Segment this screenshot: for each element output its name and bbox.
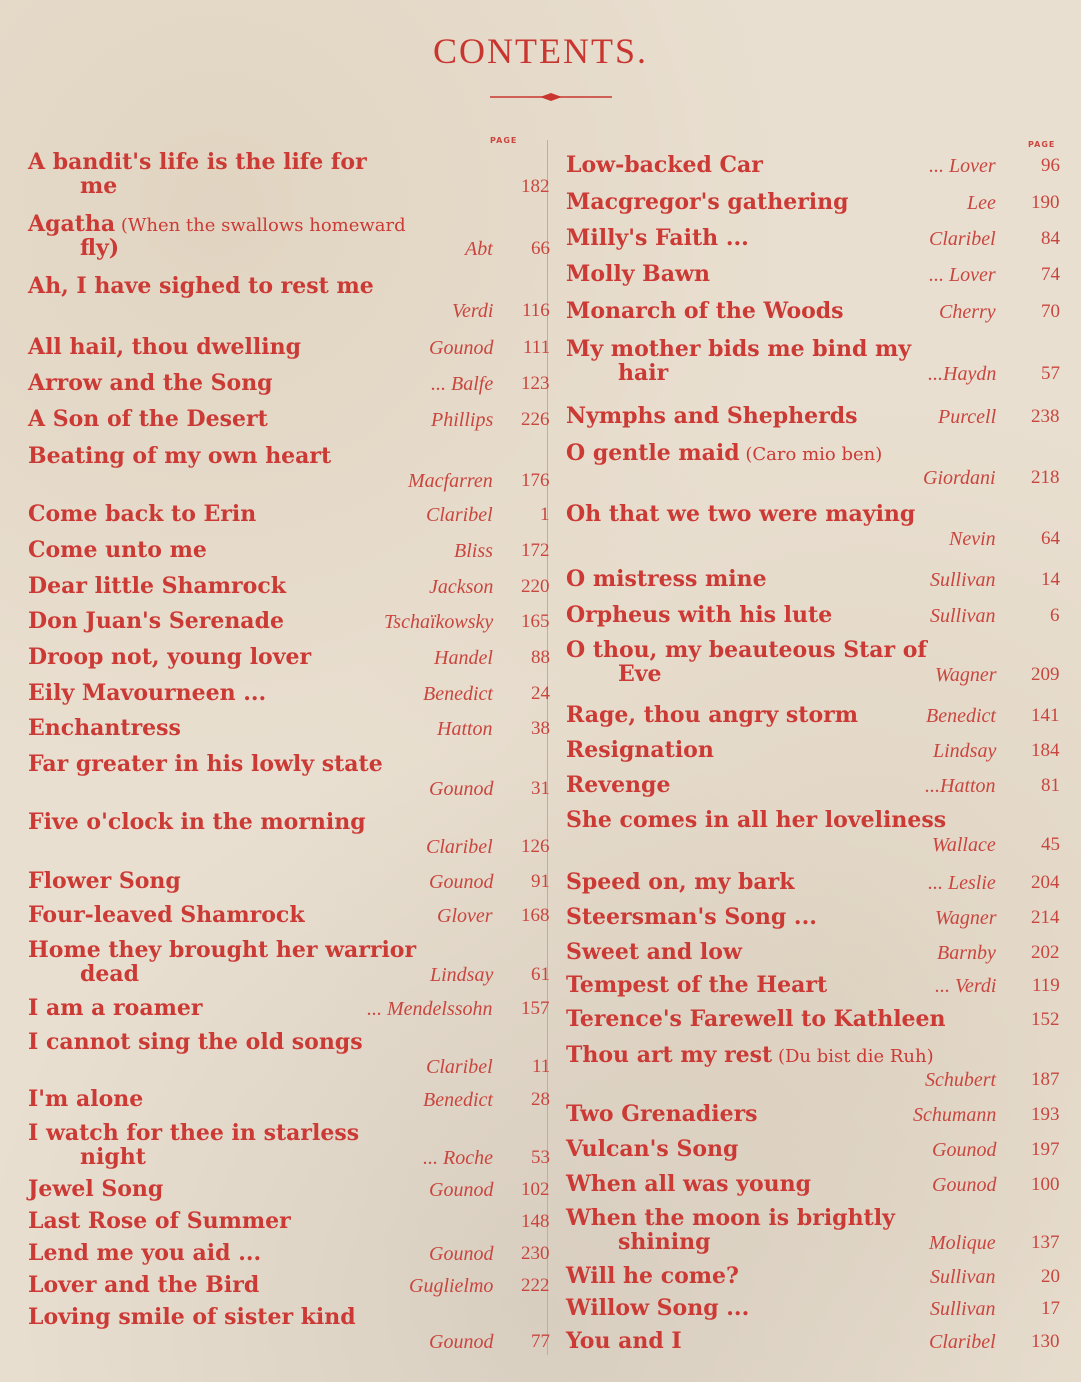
right-entry <box>566 1006 1060 1032</box>
left-entry <box>28 1029 551 1078</box>
composer-name: Claribel <box>426 1056 493 1078</box>
composer-name: Abt <box>465 238 493 260</box>
composer-name: Claribel <box>929 1331 996 1353</box>
composer-name: Verdi <box>452 300 494 322</box>
song-title-text: Come back to Erin <box>28 501 257 527</box>
composer-name: Hatton <box>437 718 493 740</box>
composer-name: Sullivan <box>930 605 996 627</box>
page-number: 141 <box>1031 705 1060 726</box>
right-entry <box>566 298 1060 324</box>
right-entry <box>566 1328 1060 1354</box>
right-entry <box>566 336 1060 386</box>
song-title <box>28 996 202 1020</box>
page-number: 45 <box>1041 834 1060 855</box>
song-title-continued: night <box>80 1144 146 1170</box>
composer-name: Molique <box>929 1232 996 1254</box>
composer-name: Gounod <box>429 1243 494 1265</box>
song-title <box>28 371 273 395</box>
page-number: 38 <box>531 718 550 739</box>
left-entry <box>28 1304 550 1353</box>
song-subtitle: (When the swallows homeward <box>115 215 406 236</box>
right-entry <box>566 737 1060 763</box>
song-title-text: Ah, I have sighed to rest me <box>28 273 374 299</box>
page-number: 70 <box>1041 301 1060 322</box>
left-entry <box>28 1208 550 1234</box>
song-title-text: Dear little Shamrock <box>28 573 286 599</box>
composer-name: Purcell <box>938 406 997 428</box>
song-title-continued: hair <box>618 360 669 386</box>
page-number: 172 <box>521 540 550 561</box>
page-column-header-right: PAGE <box>1028 140 1056 149</box>
song-title-text: O mistress mine <box>566 566 767 592</box>
song-title <box>28 444 331 468</box>
composer-name: ...Hatton <box>925 775 996 797</box>
composer-name: Claribel <box>426 504 493 526</box>
composer-name: ... Lover <box>929 264 996 286</box>
right-entry <box>566 189 1060 215</box>
song-title-text: Lover and the Bird <box>28 1272 260 1298</box>
song-title-text: Agatha <box>28 211 116 237</box>
song-title <box>566 1137 738 1161</box>
composer-name: Benedict <box>423 1089 493 1111</box>
song-title <box>566 808 946 832</box>
song-title-text: Resignation <box>566 737 714 763</box>
composer-name: Nevin <box>949 528 996 550</box>
composer-name: ... Lover <box>929 155 996 177</box>
right-entry <box>566 152 1060 178</box>
song-title <box>566 190 849 214</box>
left-entry <box>28 501 550 527</box>
right-entry <box>566 1101 1060 1127</box>
song-title-text: When the moon is brightly <box>566 1205 895 1231</box>
right-entry <box>566 869 1060 895</box>
song-title-text: Arrow and the Song <box>28 370 273 396</box>
right-entry <box>566 972 1060 998</box>
song-title <box>28 645 311 669</box>
page-number: 28 <box>531 1089 550 1110</box>
song-title-text: Jewel Song <box>28 1176 164 1202</box>
page-number: 187 <box>1031 1069 1060 1090</box>
song-title-text: Enchantress <box>28 715 181 741</box>
song-title <box>566 337 911 361</box>
page-number: 31 <box>531 778 550 799</box>
song-title-text: Vulcan's Song <box>566 1136 739 1162</box>
song-title-text: I am a roamer <box>28 995 203 1021</box>
page-number: 176 <box>521 470 550 491</box>
song-title-text: Flower Song <box>28 868 181 894</box>
composer-name: Lindsay <box>430 964 494 986</box>
song-title <box>566 973 827 997</box>
song-title-text: I watch for thee in starless <box>28 1120 360 1146</box>
song-title-text: Tempest of the Heart <box>566 972 828 998</box>
composer-name: Gounod <box>429 1179 494 1201</box>
right-entry <box>566 1295 1060 1321</box>
left-entry <box>28 406 550 432</box>
page-number: 193 <box>1031 1104 1060 1125</box>
composer-name: Gounod <box>932 1174 997 1196</box>
song-title-text: Will he come? <box>566 1263 739 1289</box>
song-title <box>566 1264 739 1288</box>
song-title <box>566 226 749 250</box>
song-title <box>28 538 207 562</box>
composer-name: Lindsay <box>933 740 997 762</box>
page-number: 1 <box>540 504 550 525</box>
page-number: 24 <box>531 683 550 704</box>
song-title-text: Four-leaved Shamrock <box>28 902 305 928</box>
song-title <box>566 603 832 627</box>
song-title <box>566 638 927 662</box>
left-entry <box>28 868 550 894</box>
song-title <box>28 150 367 174</box>
page-number: 91 <box>531 871 550 892</box>
song-title-text: I'm alone <box>28 1086 144 1112</box>
right-entry <box>566 807 1060 856</box>
composer-name: Wagner <box>935 664 997 686</box>
composer-name: Benedict <box>926 705 996 727</box>
left-entry <box>28 608 550 634</box>
composer-name: Handel <box>434 647 493 669</box>
song-title <box>566 703 858 727</box>
page-number: 197 <box>1031 1139 1060 1160</box>
right-entry <box>566 702 1060 728</box>
song-title <box>28 1209 291 1233</box>
song-title-text: Sweet and low <box>566 939 742 965</box>
page-number: 102 <box>521 1179 550 1200</box>
song-title-text: Loving smile of sister kind <box>28 1304 356 1330</box>
song-title <box>28 274 374 298</box>
song-title-continued: fly) <box>80 235 120 261</box>
song-title-text: Milly's Faith ... <box>566 225 749 251</box>
page-number: 220 <box>521 576 550 597</box>
song-title-text: Willow Song ... <box>566 1295 750 1321</box>
left-entry <box>28 715 550 741</box>
right-entry <box>566 403 1060 429</box>
song-title <box>28 938 416 962</box>
right-entry <box>566 225 1060 251</box>
song-title <box>28 716 181 740</box>
song-title-text: Home they brought her warrior <box>28 937 417 963</box>
song-title-text: Far greater in his lowly state <box>28 751 383 777</box>
composer-name: Barnby <box>937 942 996 964</box>
left-entry <box>28 1272 550 1298</box>
song-title <box>566 567 767 591</box>
page-number: 66 <box>531 238 550 259</box>
right-entry <box>566 501 1060 550</box>
composer-name: Gounod <box>429 778 494 800</box>
composer-name: Macfarren <box>408 470 493 492</box>
song-title <box>28 1305 356 1329</box>
song-title-text: A Son of the Desert <box>28 406 268 432</box>
right-entry <box>566 1042 1060 1091</box>
song-title-text: I cannot sing the old songs <box>28 1029 363 1055</box>
song-title-continued: shining <box>618 1229 711 1255</box>
song-title-text: Terence's Farewell to Kathleen <box>566 1006 946 1032</box>
left-entry <box>28 680 550 706</box>
right-entry <box>566 1136 1060 1162</box>
song-title <box>28 407 268 431</box>
song-title <box>566 502 915 526</box>
song-title <box>566 905 817 929</box>
right-entry <box>566 1205 1060 1255</box>
composer-name: ... Mendelssohn <box>367 998 493 1020</box>
page-number: 226 <box>521 409 550 430</box>
page-number: 165 <box>521 611 550 632</box>
page-number: 61 <box>531 964 550 985</box>
left-entry <box>28 1176 550 1202</box>
page-number: 100 <box>1031 1174 1060 1195</box>
page-title: CONTENTS. <box>433 31 648 71</box>
song-title-text: Revenge <box>566 772 671 798</box>
page-number: 222 <box>521 1275 550 1296</box>
composer-name: Claribel <box>929 228 996 250</box>
page-number: 84 <box>1041 228 1060 249</box>
right-entry <box>566 1263 1060 1289</box>
page-number: 116 <box>522 300 550 321</box>
page-number: 204 <box>1031 872 1060 893</box>
page-number: 6 <box>1050 605 1060 626</box>
right-entry <box>566 261 1060 287</box>
song-title <box>28 1273 259 1297</box>
page-number: 111 <box>523 337 551 358</box>
page-number: 230 <box>521 1243 550 1264</box>
right-entry <box>566 602 1060 628</box>
song-subtitle: (Caro mio ben) <box>739 444 883 465</box>
page-number: 148 <box>521 1211 550 1232</box>
left-entry <box>28 751 550 800</box>
song-title-text: Rage, thou angry storm <box>566 702 858 728</box>
page-number: 184 <box>1031 740 1060 761</box>
page-number: 190 <box>1031 192 1060 213</box>
right-entry <box>566 904 1060 930</box>
song-title <box>566 1206 895 1230</box>
song-title-text: Steersman's Song ... <box>566 904 817 930</box>
page-number: 53 <box>531 1147 550 1168</box>
right-entry <box>566 440 1060 489</box>
composer-name: ...Haydn <box>928 363 997 385</box>
composer-name: Guglielmo <box>409 1275 494 1297</box>
left-entry <box>28 211 550 261</box>
song-title-continued: dead <box>80 961 140 987</box>
left-entry <box>28 273 550 322</box>
composer-name: Cherry <box>939 301 996 323</box>
left-entry <box>28 937 550 987</box>
song-title <box>566 1172 811 1196</box>
song-title-continued: Eve <box>618 661 662 687</box>
song-title-text: Nymphs and Shepherds <box>566 403 858 429</box>
composer-name: ... Balfe <box>431 373 494 395</box>
song-title-text: Lend me you aid ... <box>28 1240 262 1266</box>
page-number: 81 <box>1041 775 1060 796</box>
song-title-text: Orpheus with his lute <box>566 602 833 628</box>
page-number: 137 <box>1031 1232 1060 1253</box>
left-entry <box>28 1086 550 1112</box>
column-divider <box>547 140 548 1355</box>
song-subtitle: (Du bist die Ruh) <box>772 1046 934 1067</box>
left-entry <box>28 443 550 492</box>
page-column-header-left: PAGE <box>490 136 518 145</box>
left-entry <box>28 1120 550 1170</box>
song-title-text: Monarch of the Woods <box>566 298 844 324</box>
song-title-text: Low-backed Car <box>566 152 763 178</box>
page-number: 202 <box>1031 942 1060 963</box>
composer-name: Schumann <box>913 1104 997 1126</box>
left-entry <box>28 370 550 396</box>
song-title <box>566 262 710 286</box>
song-title <box>566 1296 749 1320</box>
song-title-text: Molly Bawn <box>566 261 710 287</box>
left-entry <box>28 573 550 599</box>
song-title-text: Oh that we two were maying <box>566 501 916 527</box>
composer-name: Phillips <box>431 409 494 431</box>
song-title <box>28 335 301 359</box>
page-number: 168 <box>521 905 550 926</box>
composer-name: Gounod <box>932 1139 997 1161</box>
song-title-text: All hail, thou dwelling <box>28 334 301 360</box>
song-title <box>28 869 181 893</box>
page-number: 11 <box>532 1056 551 1077</box>
composer-name: ... Leslie <box>928 872 996 894</box>
page-number: 182 <box>521 176 550 197</box>
song-title <box>28 1030 363 1054</box>
page-number: 152 <box>1031 1009 1060 1030</box>
left-entry <box>28 809 550 858</box>
left-entry <box>28 334 551 360</box>
song-title <box>28 903 305 927</box>
song-title <box>566 1329 682 1353</box>
song-title <box>566 1007 946 1031</box>
song-title <box>28 609 284 633</box>
song-title-text: Don Juan's Serenade <box>28 608 284 634</box>
composer-name: Claribel <box>426 836 493 858</box>
song-title <box>566 441 882 467</box>
song-title <box>28 1241 261 1265</box>
page-number: 20 <box>1041 1266 1060 1287</box>
song-title <box>566 738 714 762</box>
song-title-text: Droop not, young lover <box>28 644 312 670</box>
left-entry <box>28 902 550 928</box>
song-title <box>28 752 383 776</box>
song-title-text: She comes in all her loveliness <box>566 807 947 833</box>
song-title <box>28 681 266 705</box>
composer-name: Gounod <box>429 337 494 359</box>
song-title <box>28 574 286 598</box>
composer-name: Gounod <box>429 871 494 893</box>
right-entry <box>566 566 1060 592</box>
song-title <box>566 299 844 323</box>
page-number: 14 <box>1041 569 1060 590</box>
left-entry <box>28 644 550 670</box>
left-entry <box>28 1240 550 1266</box>
page-number: 119 <box>1032 975 1060 996</box>
composer-name: Benedict <box>423 683 493 705</box>
page-number: 57 <box>1041 363 1060 384</box>
composer-name: Bliss <box>454 540 493 562</box>
composer-name: Tschaïkowsky <box>384 611 494 633</box>
song-title-text: When all was young <box>566 1171 812 1197</box>
page-number: 64 <box>1041 528 1060 549</box>
song-title <box>566 153 763 177</box>
page-number: 126 <box>521 836 550 857</box>
composer-name: Glover <box>437 905 493 927</box>
composer-name: Schubert <box>925 1069 997 1091</box>
composer-name: Sullivan <box>930 1266 996 1288</box>
song-title-text: O gentle maid <box>566 440 740 466</box>
page-number: 218 <box>1031 467 1060 488</box>
song-title <box>28 502 256 526</box>
song-title-text: Come unto me <box>28 537 207 563</box>
left-entry <box>28 149 550 199</box>
composer-name: Jackson <box>429 576 494 598</box>
song-title-text: Macgregor's gathering <box>566 189 849 215</box>
song-title-continued: me <box>80 173 118 199</box>
composer-name: Gounod <box>429 1331 494 1353</box>
song-title <box>28 1121 359 1145</box>
song-title <box>28 810 366 834</box>
song-title-text: Two Grenadiers <box>566 1101 758 1127</box>
page-number: 238 <box>1031 406 1060 427</box>
page-number: 214 <box>1031 907 1060 928</box>
ornament-divider <box>490 90 612 104</box>
song-title <box>566 404 858 428</box>
composer-name: Lee <box>967 192 996 214</box>
right-entry <box>566 637 1060 687</box>
song-title-text: Beating of my own heart <box>28 443 332 469</box>
right-entry <box>566 772 1060 798</box>
composer-name: Sullivan <box>930 1298 996 1320</box>
song-title <box>28 1087 143 1111</box>
song-title-text: Eily Mavourneen ... <box>28 680 267 706</box>
song-title-text: Speed on, my bark <box>566 869 795 895</box>
page-number: 130 <box>1031 1331 1060 1352</box>
song-title-text: A bandit's life is the life for <box>28 149 367 175</box>
page-number: 123 <box>521 373 550 394</box>
composer-name: Sullivan <box>930 569 996 591</box>
composer-name: Wallace <box>932 834 996 856</box>
page-number: 74 <box>1041 264 1060 285</box>
song-title-text: Five o'clock in the morning <box>28 809 366 835</box>
song-title <box>566 1102 758 1126</box>
page-number: 157 <box>521 998 550 1019</box>
composer-name: ... Verdi <box>935 975 997 997</box>
song-title-text: O thou, my beauteous Star of <box>566 637 927 663</box>
song-title <box>566 1043 934 1069</box>
page-number: 17 <box>1041 1298 1060 1319</box>
song-title <box>566 940 742 964</box>
page-number: 77 <box>531 1331 550 1352</box>
page-number: 88 <box>531 647 550 668</box>
song-title-text: You and I <box>566 1328 682 1354</box>
left-entry <box>28 995 550 1021</box>
right-entry <box>566 939 1060 965</box>
song-title <box>566 870 795 894</box>
composer-name: Wagner <box>935 907 997 929</box>
right-entry <box>566 1171 1060 1197</box>
left-entry <box>28 537 550 563</box>
composer-name: ... Roche <box>423 1147 493 1169</box>
page-number: 96 <box>1041 155 1060 176</box>
page-number: 209 <box>1031 664 1060 685</box>
song-title-text: Last Rose of Summer <box>28 1208 291 1234</box>
song-title-text: Thou art my rest <box>566 1042 773 1068</box>
composer-name: Giordani <box>923 467 996 489</box>
song-title <box>566 773 670 797</box>
song-title <box>28 1177 163 1201</box>
song-title-text: My mother bids me bind my <box>566 336 912 362</box>
